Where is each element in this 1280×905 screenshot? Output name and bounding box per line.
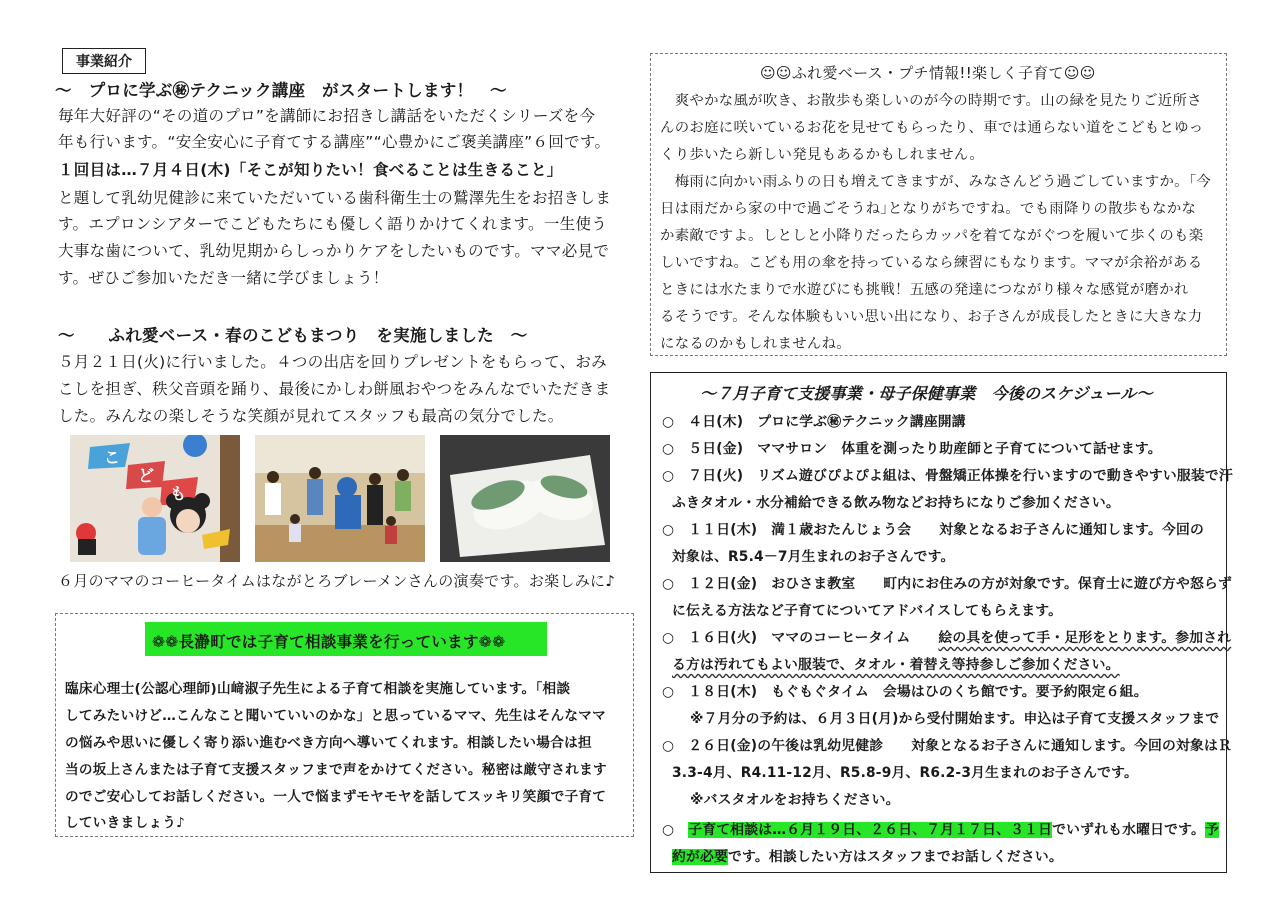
- svg-text:こ: こ: [104, 448, 121, 467]
- schedule-item-26th-cont: 3.3-4月、R4.11-12月、R5.8-9月、R6.2-3月生まれのお子さんです。: [672, 765, 1138, 781]
- svg-text:ど: ど: [138, 466, 155, 485]
- pro-lecture-heading: ～ プロに学ぶ㊙テクニック講座 がスタートします！ ～: [55, 81, 507, 100]
- schedule-item-12th-cont: に伝える方法など子育てについてアドバイスしてもらえます。: [672, 603, 1063, 619]
- petit-info-title: ☺☺ふれ愛ベース・プチ情報!!楽しく子育て☺☺: [760, 64, 1096, 82]
- pro-line-3: １回目は…７月４日(木)「そこが知りたい！食べることは生きること」: [58, 161, 563, 179]
- petit-line-1: 爽やかな風が吹き、お散歩も楽しいのが今の時期です。山の緑を見たりご近所さ: [660, 93, 1202, 109]
- schedule-consult-reservation: 約が必要: [672, 849, 728, 865]
- festival-line-3: した。みんなの楽しそうな笑顔が見れてスタッフも最高の気分でした。: [58, 407, 564, 425]
- consult-title: ❁❁長瀞町では子育て相談事業を行っています❁❁: [152, 633, 506, 651]
- festival-heading: ～ ふれ愛ベース・春のこどもまつり を実施しました ～: [58, 326, 528, 345]
- festival-photo-mochi: [440, 435, 610, 562]
- schedule-item-16th-cont: る方は汚れてもよい服装で、タオル・着替え等持参しご参加ください。: [672, 657, 1120, 673]
- schedule-item-26th: ○ ２６日(金)の午後は乳幼児健診 対象となるお子さんに通知します。今回の対象はＲ: [662, 738, 1233, 754]
- schedule-item-4th: ○ ４日(木) プロに学ぶ㊙テクニック講座開講: [662, 414, 966, 430]
- petit-line-10: になるのかもしれませんね。: [660, 336, 851, 352]
- petit-line-9: るそうです。そんな体験もいい思い出になり、お子さんが成長したときに大きな力: [660, 309, 1203, 325]
- petit-line-5: 日は雨だから家の中で過ごそうね｣となりがちですね。でも雨降りの散歩もなかな: [660, 201, 1197, 217]
- petit-line-8: ときには水たまりで水遊びにも挑戦！五感の発達につながり様々な感覚が磨かれ: [660, 282, 1189, 298]
- schedule-item-18th: ○ １８日(木) もぐもぐタイム 会場はひのくち館です。要予約限定６組。: [662, 684, 1148, 700]
- petit-line-6: か素敵ですよ。しとしと小降りだったらカッパを着てながぐつを履いて歩くのも楽: [660, 228, 1204, 244]
- pro-line-6: 大事な歯について、乳幼児期からしっかりケアをしたいものです。ママ必見で: [58, 242, 610, 260]
- schedule-consult-contact: です。相談したい方はスタッフまでお話しください。: [728, 849, 1063, 865]
- schedule-item-consult-bullet: ○: [662, 822, 689, 838]
- consult-line-3: の悩みや思いに優しく寄り添い進むべき方向へ導いてくれます。相談したい場合は担: [65, 735, 592, 751]
- schedule-item-12th: ○ １２日(金) おひさま教室 町内にお住みの方が対象です。保育士に遊び方や怒らず: [662, 576, 1233, 592]
- schedule-item-18th-note: ※７月分の予約は、６月３日(月)から受付開始ます。申込は子育て支援スタッフまで: [690, 711, 1220, 727]
- pro-line-2: 年も行います。“安全安心に子育てする講座”“心豊かにご褒美講座”６回です。: [58, 133, 611, 151]
- schedule-item-16th: [662, 626, 1231, 646]
- schedule-item-11th-cont: 対象は、R5.4－7月生まれのお子さんです。: [672, 549, 955, 565]
- pro-line-5: す。エプロンシアターでこどもたちにも優しく語りかけてくれます。一生使う: [58, 215, 608, 233]
- consult-line-6: していきましょう♪: [65, 815, 186, 831]
- photo-caption: ６月のママのコーヒータイムはながとろブレーメンさんの演奏です。お楽しみに♪: [58, 572, 616, 590]
- petit-line-7: しいですね。こども用の傘を持っているなら練習にもなります。ママが余裕がある: [660, 255, 1203, 271]
- consult-line-4: 当の坂上さんまたは子育て支援スタッフまで声をかけてください。秘密は厳守されます: [65, 762, 607, 778]
- schedule-item-consult-cont: [672, 845, 1063, 865]
- festival-line-1: ５月２１日(火)に行いました。４つの出店を回りプレゼントをもらって、おみ: [58, 353, 607, 371]
- pro-line-1: 毎年大好評の“その道のプロ”を講師にお招きし講話をいただくシリーズを今: [58, 107, 596, 125]
- festival-photo-child: [70, 435, 240, 562]
- schedule-item-5th: ○ ５日(金) ママサロン 体重を測ったり助産師と子育てについて話せます。: [662, 441, 1162, 457]
- section-tag: 事業紹介: [62, 48, 146, 74]
- consult-line-1: 臨床心理士(公認心理師)山﨑淑子先生による子育て相談を実施しています。「相談: [65, 681, 571, 697]
- schedule-title: ～７月子育て支援事業・母子保健事業 今後のスケジュール～: [700, 384, 1153, 403]
- schedule-item-16th-note: 絵の具を使って手・足形をとります。参加され: [938, 630, 1232, 646]
- petit-line-4: 梅雨に向かい雨ふりの日も増えてきますが、みなさんどう過ごしていますか。｢今: [660, 174, 1212, 190]
- schedule-item-16th-label: ○ １６日(火) ママのコーヒータイム: [662, 630, 939, 646]
- pro-line-7: す。ぜひご参加いただき一緒に学びましょう！: [58, 269, 389, 287]
- schedule-item-7th-cont: ふきタオル・水分補給できる飲み物などお持ちになりご参加ください。: [672, 495, 1120, 511]
- svg-text:も: も: [170, 484, 187, 503]
- pro-line-4: と題して乳幼児健診に来ていただいている歯科衛生士の鷲澤先生をお招きしま: [58, 189, 612, 207]
- schedule-item-7th: ○ ７日(火) リズム遊びぴよぴよ組は、骨盤矯正体操を行いますので動きやすい服装で汗: [662, 468, 1233, 484]
- petit-line-2: んのお庭に咲いているお花を見せてもらったり、車では通らない道をこどもとゆっ: [660, 120, 1204, 136]
- festival-line-2: こしを担ぎ、秩父音頭を踊り、最後にかしわ餅風おやつをみんなでいただきま: [58, 380, 611, 398]
- consult-line-5: のでご安心してお話しください。一人で悩まずモヤモヤを話してスッキリ笑顔で子育て: [65, 789, 607, 805]
- schedule-item-26th-note: ※バスタオルをお持ちください。: [690, 792, 900, 808]
- schedule-consult-yo: 予: [1205, 822, 1220, 838]
- schedule-consult-weekday: でいずれも水曜日です。: [1052, 822, 1206, 838]
- schedule-item-11th: ○ １１日(木) 満１歳おたんじょう会 対象となるお子さんに通知します。今回の: [662, 522, 1205, 538]
- festival-photo-hall: [255, 435, 425, 562]
- consult-line-2: してみたいけど…こんなこと聞いていいのかな」と思っているママ、先生はそんなママ: [65, 708, 607, 724]
- schedule-item-consult: [662, 818, 1219, 838]
- petit-line-3: くり歩いたら新しい発見もあるかもしれません。: [660, 147, 985, 163]
- schedule-consult-dates: 子育て相談は…６月１９日、２６日、７月１７日、３１日: [688, 822, 1053, 838]
